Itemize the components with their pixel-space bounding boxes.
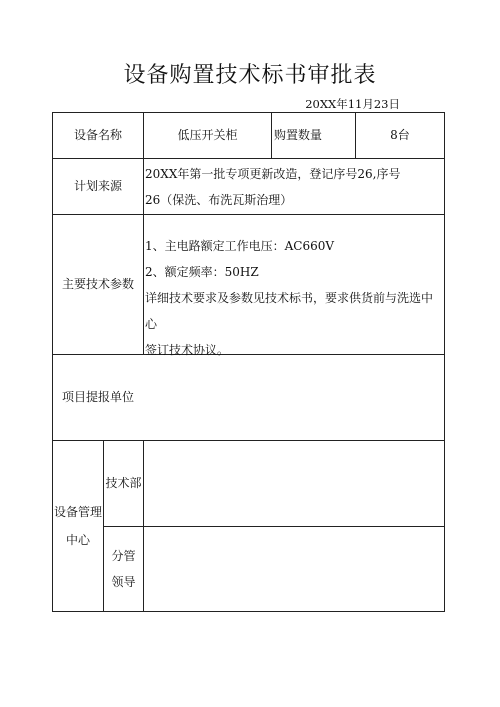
tech-dept-label: 技术部 [105,476,142,491]
center-label-line: 中心 [65,533,90,547]
quantity-value: 8台 [390,128,410,143]
source-line: 20XX年第一批专项更新改造，登记序号26,序号 [145,167,401,181]
approval-form-table [52,112,445,612]
equipment-name-value: 低压开关柜 [177,128,238,143]
submit-unit-label: 项目提报单位 [61,390,134,405]
manager-label [104,527,143,611]
manager-field[interactable] [144,527,444,611]
source-line: 26（保洗、布洗瓦斯治理） [145,193,293,207]
tech-params-value [145,233,443,363]
tech-line: 详细技术要求及参数见技术标书，要求供货前与洗选中心 [145,291,434,331]
source-value [145,161,443,213]
tech-line: 签订技术协议。 [145,343,230,357]
form-date: 20XX年11月23日 [305,97,400,111]
form-title: 设备购置技术标书审批表 [123,63,377,88]
tech-dept-field[interactable] [144,441,444,526]
equipment-center-label [53,441,103,611]
quantity-label: 购置数量 [274,128,323,143]
center-label-line: 设备管理 [53,505,102,519]
equipment-name-label: 设备名称 [73,128,122,143]
manager-label-line: 领导 [111,575,136,589]
manager-label-line: 分管 [111,549,136,563]
tech-line: 1、主电路额定工作电压：AC660V [145,239,335,253]
source-label: 计划来源 [73,179,122,194]
submit-unit-field[interactable] [144,355,444,440]
tech-params-label: 主要技术参数 [61,277,134,292]
tech-line: 2、额定频率：50HZ [145,265,259,279]
